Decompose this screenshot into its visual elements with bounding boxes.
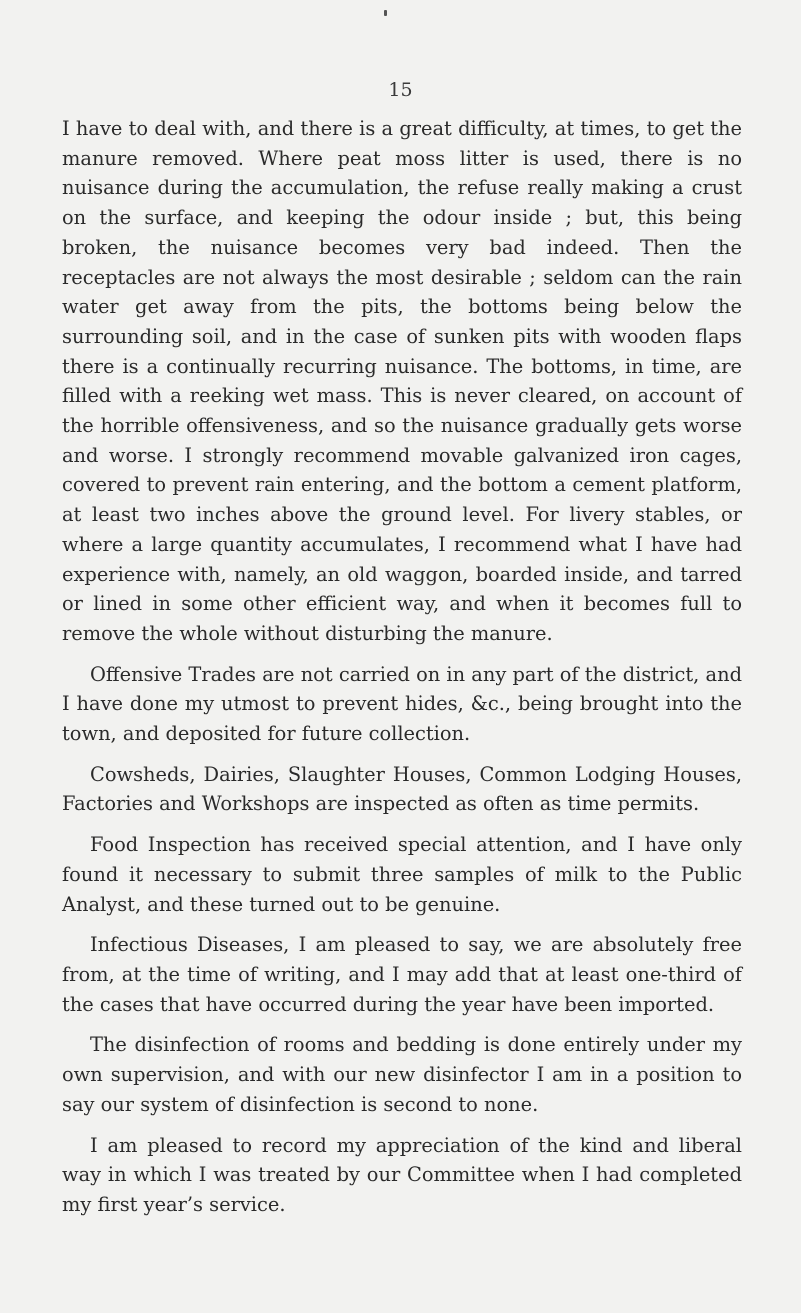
- paragraph-offensive-trades: Offensive Trades are not carried on in any part of the district, and I have done my utmost to prevent hides, &c., being brought into the town, and deposited for future collection.: [62, 662, 742, 746]
- paragraph-disinfection: The disinfection of rooms and bedding is done entirely under my own supervision, and with our new disinfector I am in a position to say our system of disinfection is second to none.: [62, 1033, 742, 1116]
- paragraph-manure: I have to deal with, and there is a great difficulty, at times, to get the manure removed. Where peat moss litter is used, there is no nuisance during the accumulation, the refuse really making a crust on the surface, and keeping the odour inside ; but, this being broken, the nuisance becomes very bad indeed. Then the receptacles are not always the most desirable ; seldom can the rain water get away from the pits, the bottoms being below the surrounding soil, and in the case of sunken pits with wooden flaps there is a continually recurring nuisance. The bottoms, in time, are filled with a reeking wet mass. This is never cleared, on account of the horrible offensiveness, and so the nuisance gradually gets worse and worse. I strongly recommend movable galvanized iron cages, covered to prevent rain entering, and the bottom a cement platform, at least two inches above the ground level. For livery stables, or where a large quantity accumulates, I recommend what I have had experience with, namely, an old waggon, boarded inside, and tarred or lined in some other efficient way, and when it becomes full to remove the whole without disturbing the manure.: [62, 117, 742, 645]
- body-text: [62, 114, 742, 1231]
- stray-mark: [384, 10, 387, 16]
- paragraph-infectious-diseases: Infectious Diseases, I am pleased to say, we are absolutely free from, at the time of writing, and I may add that at least one-third of the cases that have occurred during the year have been imported.: [62, 933, 742, 1016]
- paragraph-inspections: Cowsheds, Dairies, Slaughter Houses, Common Lodging Houses, Factories and Workshops are inspected as often as time permits.: [62, 762, 742, 816]
- page-number: 15: [388, 79, 413, 101]
- paragraph-food-inspection: Food Inspection has received special attention, and I have only found it necessary to submit three samples of milk to the Public Analyst, and these turned out to be genuine.: [62, 833, 742, 916]
- paragraph-appreciation: I am pleased to record my appreciation of the kind and liberal way in which I was treated by our Committee when I had completed my first year’s service.: [62, 1133, 742, 1216]
